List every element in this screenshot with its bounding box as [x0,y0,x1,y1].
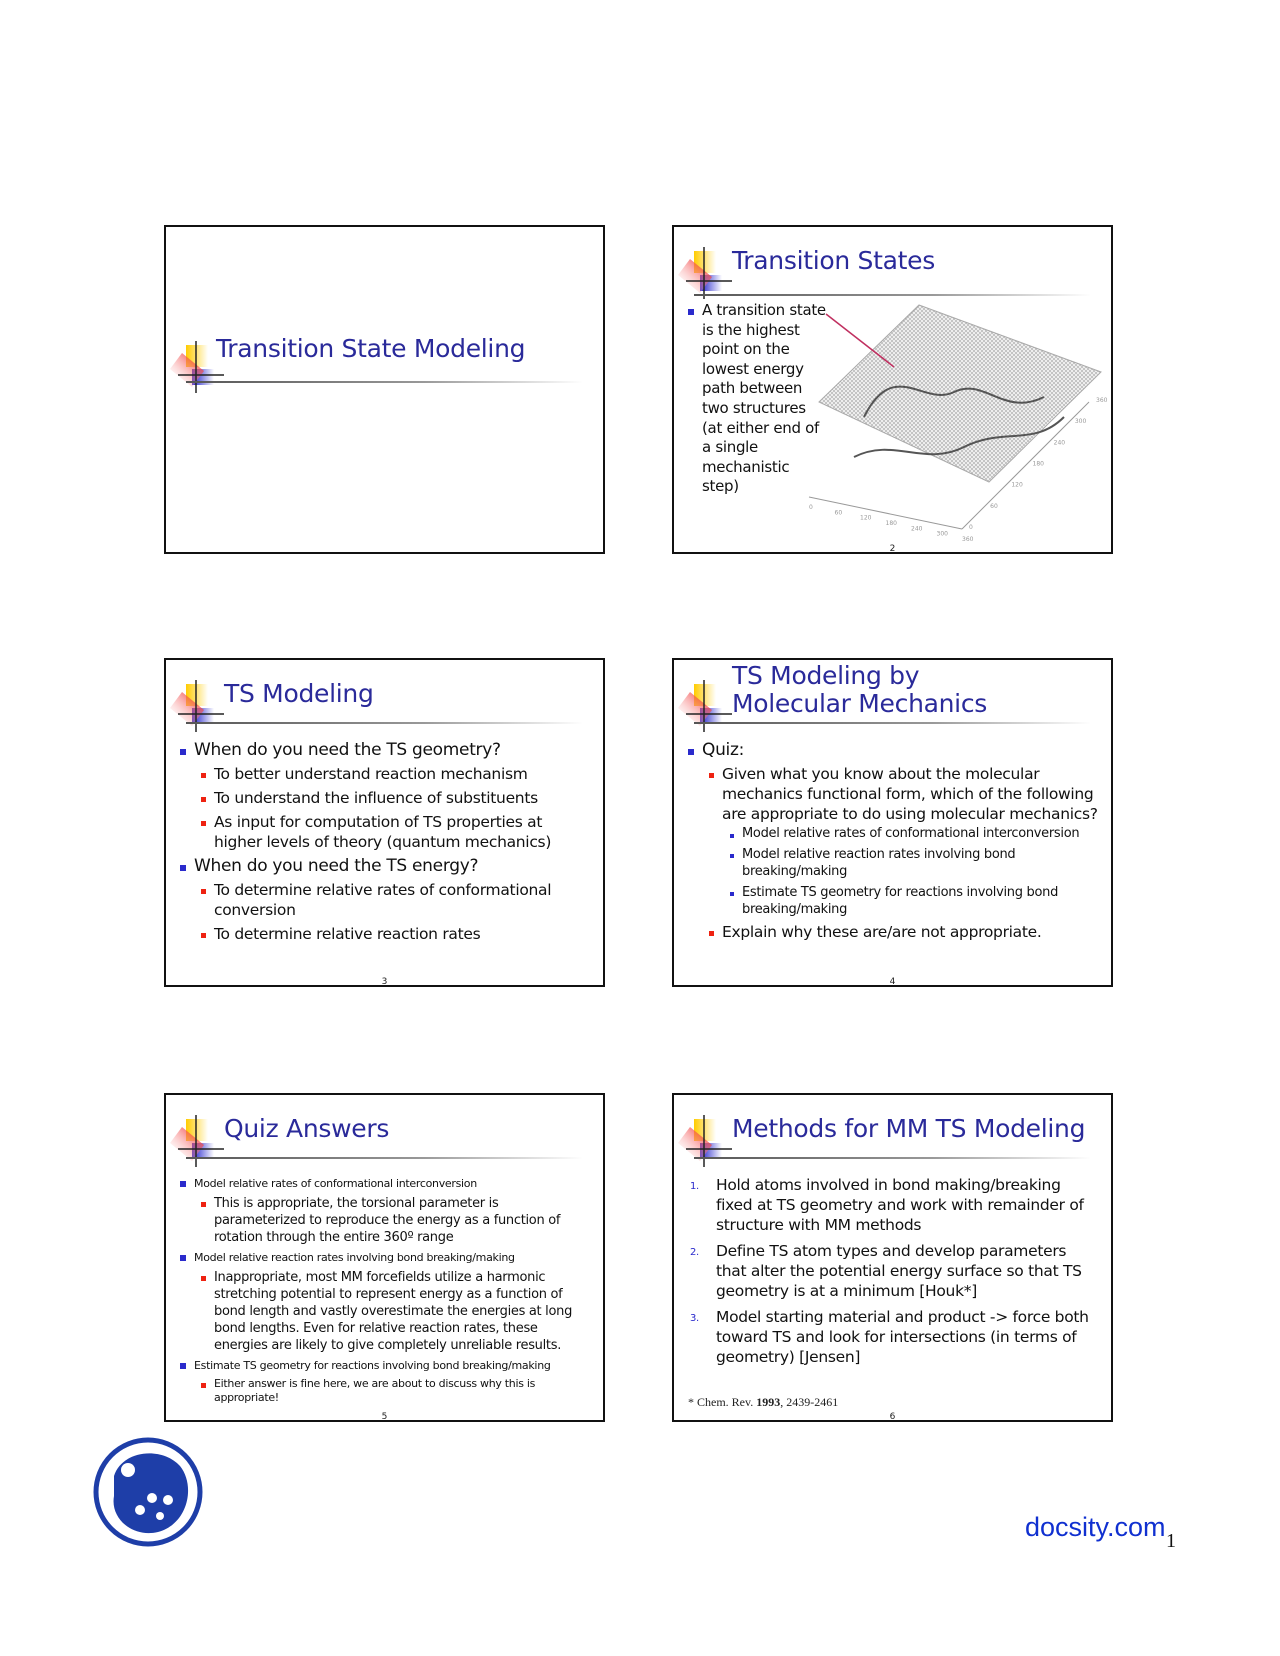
slide-logo-icon [676,678,732,734]
sub-bullet: To understand the influence of substituents [198,788,593,808]
bullet: Model relative rates of conformational interconversion [178,1175,593,1192]
bullet: A transition state is the highest point on the lowest energy path between two structures (at either end of a single mechanistic step) [686,301,826,497]
title-rule [694,294,1091,296]
slide-2 [672,225,1113,554]
title-rule [694,1157,1091,1159]
x-tick-label: 120 [860,514,872,522]
slide-logo-icon [676,1113,732,1169]
potential-energy-surface-plot [804,297,1108,543]
item-text: Model starting material and product -> force both toward TS and look for intersections (in terms of geometry) [Jensen] [716,1308,1089,1366]
footnote-text: * Chem. Rev. [688,1395,757,1409]
x-tick-label: 180 [885,520,897,527]
bullet: When do you need the TS geometry? [178,740,593,760]
y-tick-label: 0 [969,524,973,531]
slide-title: Methods for MM TS Modeling [732,1114,1086,1143]
page-number: 1 [1166,1530,1176,1552]
slide-number: 4 [889,977,896,987]
y-tick-label: 60 [990,502,998,510]
title-rule [186,722,583,724]
slide-body [686,301,826,497]
x-tick-label: 0 [809,504,813,511]
footnote-pages: , 2439-2461 [780,1395,839,1409]
slide-title: TS Modeling by Molecular Mechanics [732,661,987,718]
slide-1 [164,225,605,554]
numbered-item [686,1241,1101,1301]
sub-bullet: To determine relative rates of conformational conversion [198,880,593,920]
slide-number: 3 [381,977,388,987]
item-number: 1. [690,1181,699,1192]
title-rule [186,1157,583,1159]
sub-bullet: To determine relative reaction rates [198,924,593,944]
sub-sub-bullet: Estimate TS geometry for reactions involving bond breaking/making [726,884,1101,918]
bullet: When do you need the TS energy? [178,856,593,876]
bullet: Estimate TS geometry for reactions involving bond breaking/making [178,1357,593,1374]
sub-bullet: Given what you know about the molecular mechanics functional form, which of the following are appropriate to do using molecular mechanics? [706,764,1101,824]
slide-body [686,740,1101,942]
sub-sub-bullet: Model relative rates of conformational interconversion [726,826,1101,842]
bullet: Quiz: [686,740,1101,760]
slide-title: Transition States [732,246,935,275]
slide-body [686,1175,1101,1373]
footnote-year: 1993 [756,1395,781,1409]
sub-bullet: This is appropriate, the torsional parameter is parameterized to reproduce the energy as a function of rotation through the entire 360º range [198,1195,593,1246]
slide-number: 2 [889,544,896,554]
footnote [688,1395,838,1410]
numbered-item [686,1175,1101,1235]
docsity-brand-link[interactable]: docsity.com [1025,1512,1166,1542]
slide-logo-icon [168,1113,224,1169]
docsity-logo-icon [92,1436,204,1548]
slide-title: TS Modeling [224,679,374,708]
slide-body [178,1175,593,1405]
slide-6 [672,1093,1113,1422]
sub-bullet: Explain why these are/are not appropriate. [706,922,1101,942]
title-rule [186,381,583,383]
y-tick-label: 180 [1032,460,1044,468]
x-tick-label: 300 [936,530,948,538]
sub-bullet: Inappropriate, most MM forcefields utilize a harmonic stretching potential to represent energy as a function of bond length and vastly overestimate the energies at long bond lengths. Even for relative reaction rates, these energies are likely to give completely unreliable results. [198,1269,593,1354]
title-rule [694,722,1091,724]
numbered-item [686,1307,1101,1367]
y-tick-label: 240 [1053,439,1066,447]
slide-number: 5 [381,1412,388,1422]
sub-bullet: To better understand reaction mechanism [198,764,593,784]
x-tick-label: 240 [911,525,923,533]
x-tick-label: 360 [962,536,974,543]
sub-sub-bullet: Model relative reaction rates involving bond breaking/making [726,846,1101,880]
y-tick-label: 360 [1096,397,1108,404]
y-tick-label: 120 [1011,481,1023,489]
slide-5 [164,1093,605,1422]
y-tick-label: 300 [1074,418,1087,426]
slide-body [178,740,593,944]
item-number: 2. [690,1247,699,1258]
sub-bullet: As input for computation of TS properties at higher levels of theory (quantum mechanics) [198,812,593,852]
sub-bullet: Either answer is fine here, we are about to discuss why this is appropriate! [198,1377,593,1405]
slide-3 [164,658,605,987]
slide-logo-icon [168,678,224,734]
slide-title: Transition State Modeling [216,334,526,363]
item-text: Hold atoms involved in bond making/breaking fixed at TS geometry and work with remainder of structure with MM methods [716,1176,1084,1234]
slide-number: 6 [889,1412,896,1422]
slide-logo-icon [676,245,732,301]
slide-4 [672,658,1113,987]
x-tick-label: 60 [834,509,843,517]
slide-title: Quiz Answers [224,1114,390,1143]
item-number: 3. [690,1313,699,1324]
item-text: Define TS atom types and develop parameters that alter the potential energy surface so that TS geometry is at a minimum [Houk*] [716,1242,1082,1300]
bullet: Model relative reaction rates involving bond breaking/making [178,1249,593,1266]
